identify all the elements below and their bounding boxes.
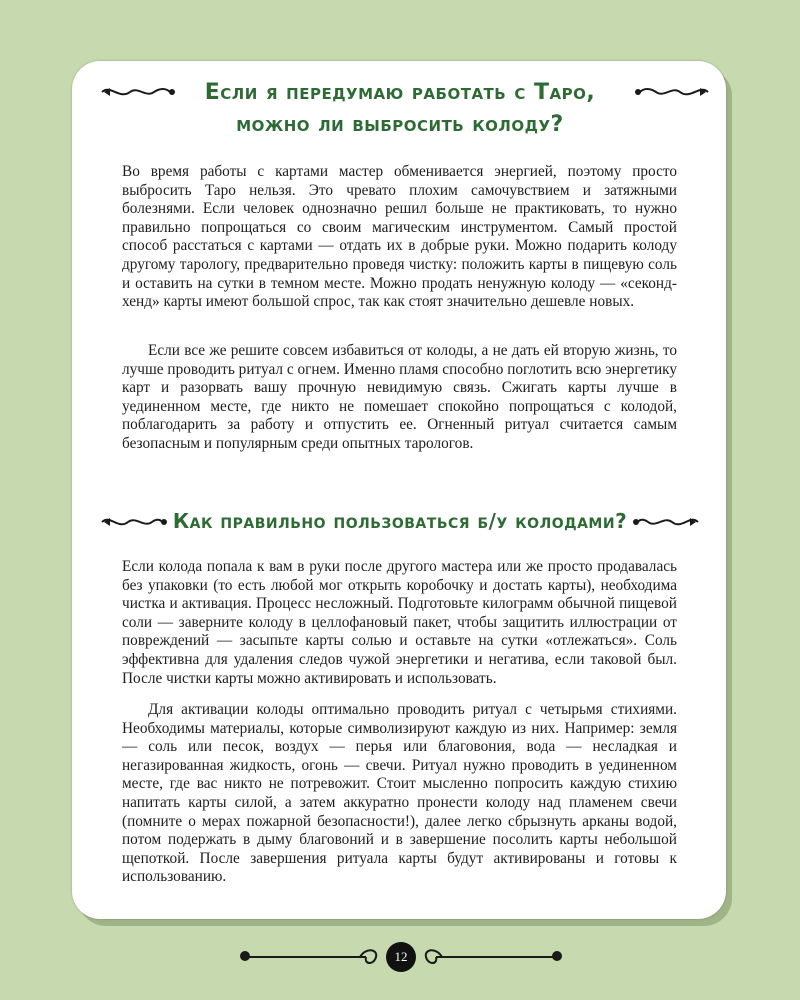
section-1-title-line-2: можно ли выбросить колоду?	[236, 112, 564, 137]
section-2-title: Как правильно пользоваться б/у колодами?	[172, 509, 628, 533]
divider-line-left	[246, 956, 366, 958]
section-2-paragraph-1: Если колода попала к вам в руки после другого мастера или же просто продавалась без упаковки (то есть любой мог открыть коробочку и достать карты), необходима чистка и активация. Процесс несложный. Подготовьте килограмм обычной пищевой соли — заверните колоду в целлофановый пакет, чтобы защитить иллюстрации от повреждений — засыпьте карты солью и оставьте на сутки «отлежаться». Соль эффективна для удаления следов чужой энергетики и негатива, если таковой был. После чистки карты можно активировать и использовать.	[122, 558, 677, 687]
divider-line-right	[436, 956, 556, 958]
divider-dot-right	[552, 951, 562, 961]
section-1-paragraph-2: Если все же решите совсем избавиться от колоды, а не дать ей вторую жизнь, то лучше проводить ритуал с огнем. Именно пламя способно поглотить всю энергетику карт и разорвать вашу прочную невидимую связь. Сжигать карты лучше в уединенном месте, где никто не помешает спокойно попрощаться с колодой, поблагодарить за работу и отпустить ее. Огненный ритуал считается самым безопасным и популярным среди опытных тарологов.	[122, 342, 677, 452]
page-divider-ornament-icon	[356, 944, 382, 970]
page-number: 12	[386, 942, 416, 972]
section-2-paragraph-2: Для активации колоды оптимально проводить ритуал с четырьмя стихиями. Необходимы материалы, которые символизируют каждую из них. Например: земля — соль или песок, воздух — перья или благовония, вода — несладкая и негазированная жидкость, огонь — свечи. Ритуал нужно проводить в уединенном месте, где вас никто не потревожит. Стоит мысленно попросить каждую стихию напитать карты силой, а затем аккуратно пронести колоду над пламенем свечи (помните о мерах пожарной безопасности!), далее легко сбрызнуть арканы водой, потом подержать в дыму благовоний и в завершение посолить карты небольшой щепоткой. После завершения ритуала карты будут активированы и готовы к использованию.	[122, 701, 677, 886]
section-1-title-line-1: Если я передумаю работать с Таро,	[204, 80, 596, 105]
section-1-paragraph-1: Во время работы с картами мастер обменивается энергией, поэтому просто выбросить Таро нельзя. Это чревато плохим самочувствием и затяжными болезнями. Если человек однозначно решил больше не практиковать, то нужно правильно попрощаться со своим магическим инструментом. Самый простой способ расстаться с картами — отдать их в добрые руки. Можно подарить колоду другому тарологу, предварительно проведя чистку: положить карты в пищевую соль и оставить на сутки в темном месте. Можно продать ненужную колоду — «секонд-хенд» карты имеют большой спрос, так как стоят значительно дешевле новых.	[122, 163, 677, 311]
